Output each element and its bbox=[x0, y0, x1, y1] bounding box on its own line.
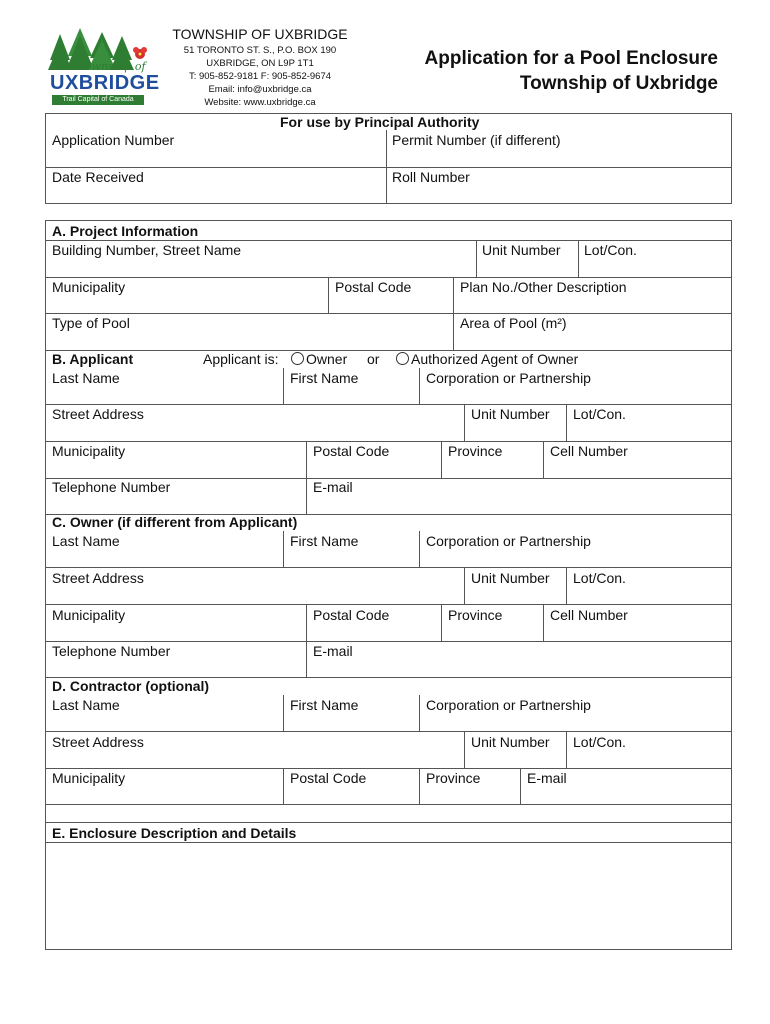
principal-authority-heading: For use by Principal Authority bbox=[280, 114, 480, 130]
applicant-email-field[interactable]: E-mail bbox=[313, 479, 353, 495]
applicant-unit-field[interactable]: Unit Number bbox=[471, 406, 550, 422]
date-received-field[interactable]: Date Received bbox=[52, 169, 144, 185]
logo-word: UXBRIDGE bbox=[50, 72, 160, 94]
radio-icon bbox=[291, 352, 304, 365]
owner-lot-field[interactable]: Lot/Con. bbox=[573, 570, 626, 586]
contractor-lot-field[interactable]: Lot/Con. bbox=[573, 734, 626, 750]
applicant-municipality-field[interactable]: Municipality bbox=[52, 443, 126, 459]
enclosure-details-area[interactable] bbox=[46, 843, 731, 949]
plan-no-field[interactable]: Plan No./Other Description bbox=[460, 279, 627, 295]
lot-con-field[interactable]: Lot/Con. bbox=[584, 242, 637, 258]
logo-script: The Township of bbox=[54, 60, 146, 73]
owner-first-name-field[interactable]: First Name bbox=[290, 533, 359, 549]
phone-fax: T: 905-852-9181 F: 905-852-9674 bbox=[188, 71, 332, 82]
owner-heading: C. Owner (if different from Applicant) bbox=[52, 514, 298, 530]
contractor-province-field[interactable]: Province bbox=[426, 770, 481, 786]
applicant-is-label: Applicant is: bbox=[203, 351, 279, 367]
owner-last-name-field[interactable]: Last Name bbox=[52, 533, 120, 549]
contractor-email-field[interactable]: E-mail bbox=[527, 770, 567, 786]
type-of-pool-field[interactable]: Type of Pool bbox=[52, 315, 130, 331]
agent-radio[interactable] bbox=[396, 351, 578, 367]
contractor-municipality-field[interactable]: Municipality bbox=[52, 770, 126, 786]
email-line: Email: info@uxbridge.ca bbox=[208, 84, 312, 95]
contractor-unit-field[interactable]: Unit Number bbox=[471, 734, 550, 750]
applicant-last-name-field[interactable]: Last Name bbox=[52, 370, 120, 386]
website-line: Website: www.uxbridge.ca bbox=[204, 97, 316, 108]
address-line-1: 51 TORONTO ST. S., P.O. BOX 190 bbox=[183, 45, 337, 56]
contractor-heading: D. Contractor (optional) bbox=[52, 678, 210, 694]
owner-email-field[interactable]: E-mail bbox=[313, 643, 353, 659]
form-subtitle: Township of Uxbridge bbox=[519, 73, 718, 94]
owner-option-label: Owner bbox=[306, 351, 348, 367]
owner-unit-field[interactable]: Unit Number bbox=[471, 570, 550, 586]
application-number-field[interactable]: Application Number bbox=[52, 132, 175, 148]
applicant-street-field[interactable]: Street Address bbox=[52, 406, 144, 422]
unit-number-field[interactable]: Unit Number bbox=[482, 242, 561, 258]
owner-radio[interactable] bbox=[291, 351, 347, 367]
owner-postal-field[interactable]: Postal Code bbox=[313, 607, 390, 623]
permit-number-field[interactable]: Permit Number (if different) bbox=[392, 132, 561, 148]
contractor-street-field[interactable]: Street Address bbox=[52, 734, 144, 750]
area-of-pool-field[interactable]: Area of Pool (m²) bbox=[460, 315, 567, 331]
owner-telephone-field[interactable]: Telephone Number bbox=[52, 643, 171, 659]
contractor-first-name-field[interactable]: First Name bbox=[290, 697, 359, 713]
form-title: Application for a Pool Enclosure bbox=[424, 48, 718, 69]
project-info-heading: A. Project Information bbox=[52, 223, 199, 239]
postal-code-field[interactable]: Postal Code bbox=[335, 279, 412, 295]
applicant-lot-field[interactable]: Lot/Con. bbox=[573, 406, 626, 422]
radio-icon bbox=[396, 352, 409, 365]
roll-number-field[interactable]: Roll Number bbox=[392, 169, 470, 185]
contractor-corporation-field[interactable]: Corporation or Partnership bbox=[426, 697, 591, 713]
applicant-corporation-field[interactable]: Corporation or Partnership bbox=[426, 370, 591, 386]
applicant-first-name-field[interactable]: First Name bbox=[290, 370, 359, 386]
agent-option-label: Authorized Agent of Owner bbox=[411, 351, 579, 367]
enclosure-heading: E. Enclosure Description and Details bbox=[52, 825, 297, 841]
org-name: TOWNSHIP OF UXBRIDGE bbox=[172, 26, 348, 42]
owner-cell-field[interactable]: Cell Number bbox=[550, 607, 628, 623]
owner-corporation-field[interactable]: Corporation or Partnership bbox=[426, 533, 591, 549]
applicant-province-field[interactable]: Province bbox=[448, 443, 503, 459]
logo-tagline: Trail Capital of Canada bbox=[52, 95, 144, 105]
owner-street-field[interactable]: Street Address bbox=[52, 570, 144, 586]
address-line-2: UXBRIDGE, ON L9P 1T1 bbox=[206, 58, 314, 69]
applicant-cell-field[interactable]: Cell Number bbox=[550, 443, 628, 459]
building-street-field[interactable]: Building Number, Street Name bbox=[52, 242, 242, 258]
contractor-last-name-field[interactable]: Last Name bbox=[52, 697, 120, 713]
applicant-postal-field[interactable]: Postal Code bbox=[313, 443, 390, 459]
applicant-telephone-field[interactable]: Telephone Number bbox=[52, 479, 171, 495]
applicant-heading: B. Applicant bbox=[52, 351, 134, 367]
municipality-field[interactable]: Municipality bbox=[52, 279, 126, 295]
or-label: or bbox=[367, 351, 380, 367]
owner-province-field[interactable]: Province bbox=[448, 607, 503, 623]
owner-municipality-field[interactable]: Municipality bbox=[52, 607, 126, 623]
contractor-postal-field[interactable]: Postal Code bbox=[290, 770, 367, 786]
